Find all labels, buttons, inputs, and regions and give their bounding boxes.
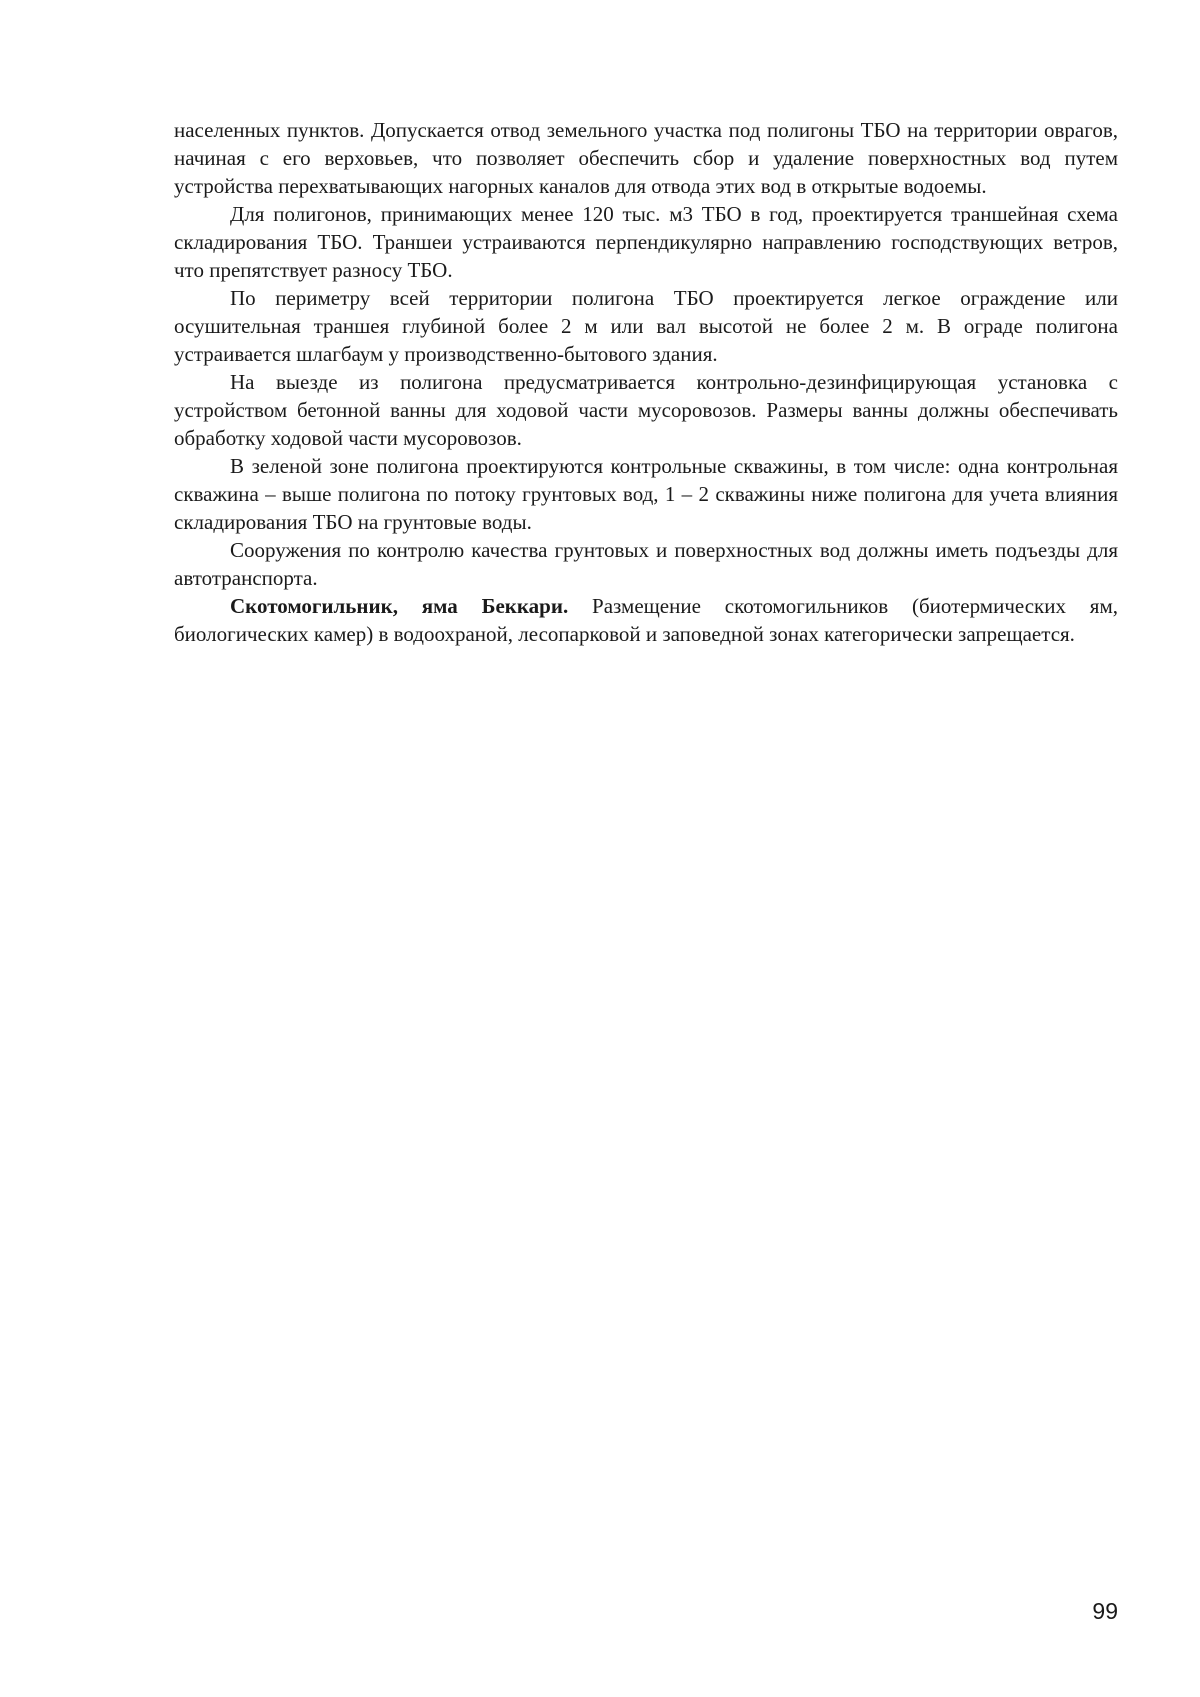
paragraph-5-text: В зеленой зоне полигона проектируются контрольные скважины, в том числе: одна контрольная скважина – выше полигона по потоку грунтовых вод, 1 – 2 скважины ниже полигона для учета влияния складирования ТБО на грунтовые воды. <box>174 454 1118 534</box>
paragraph-6 <box>174 536 1118 592</box>
body-text <box>174 116 1118 648</box>
paragraph-1 <box>174 116 1118 200</box>
page-number: 99 <box>1092 1598 1118 1624</box>
paragraph-2 <box>174 200 1118 284</box>
paragraph-4-text: На выезде из полигона предусматривается контрольно-дезинфицирующая установка с устройством бетонной ванны для ходовой части мусоровозов. Размеры ванны должны обеспечивать обработку ходовой части мусоровозов. <box>174 370 1118 450</box>
paragraph-7-text: Размещение скотомогильников (биотермических ям, биологических камер) в водоохраной, лесопарковой и заповедной зонах категорически запрещается. <box>174 594 1118 646</box>
paragraph-3-text: По периметру всей территории полигона ТБО проектируется легкое ограждение или осушительная траншея глубиной более 2 м или вал высотой не более 2 м. В ограде полигона устраивается шлагбаум у производственно-бытового здания. <box>174 286 1118 366</box>
paragraph-7 <box>174 592 1118 648</box>
paragraph-6-text: Сооружения по контролю качества грунтовых и поверхностных вод должны иметь подъезды для автотранспорта. <box>174 538 1118 590</box>
paragraph-7-bold-lead: Скотомогильник, яма Беккари. <box>230 594 569 618</box>
paragraph-3 <box>174 284 1118 368</box>
paragraph-5 <box>174 452 1118 536</box>
paragraph-2-text: Для полигонов, принимающих менее 120 тыс. м3 ТБО в год, проектируется траншейная схема складирования ТБО. Траншеи устраиваются перпендикулярно направлению господствующих ветров, что препятствует разносу ТБО. <box>174 202 1118 282</box>
paragraph-4 <box>174 368 1118 452</box>
paragraph-1-text: населенных пунктов. Допускается отвод земельного участка под полигоны ТБО на территории оврагов, начиная с его верховьев, что позволяет обеспечить сбор и удаление поверхностных вод путем устройства перехватывающих нагорных каналов для отвода этих вод в открытые водоемы. <box>174 118 1118 198</box>
